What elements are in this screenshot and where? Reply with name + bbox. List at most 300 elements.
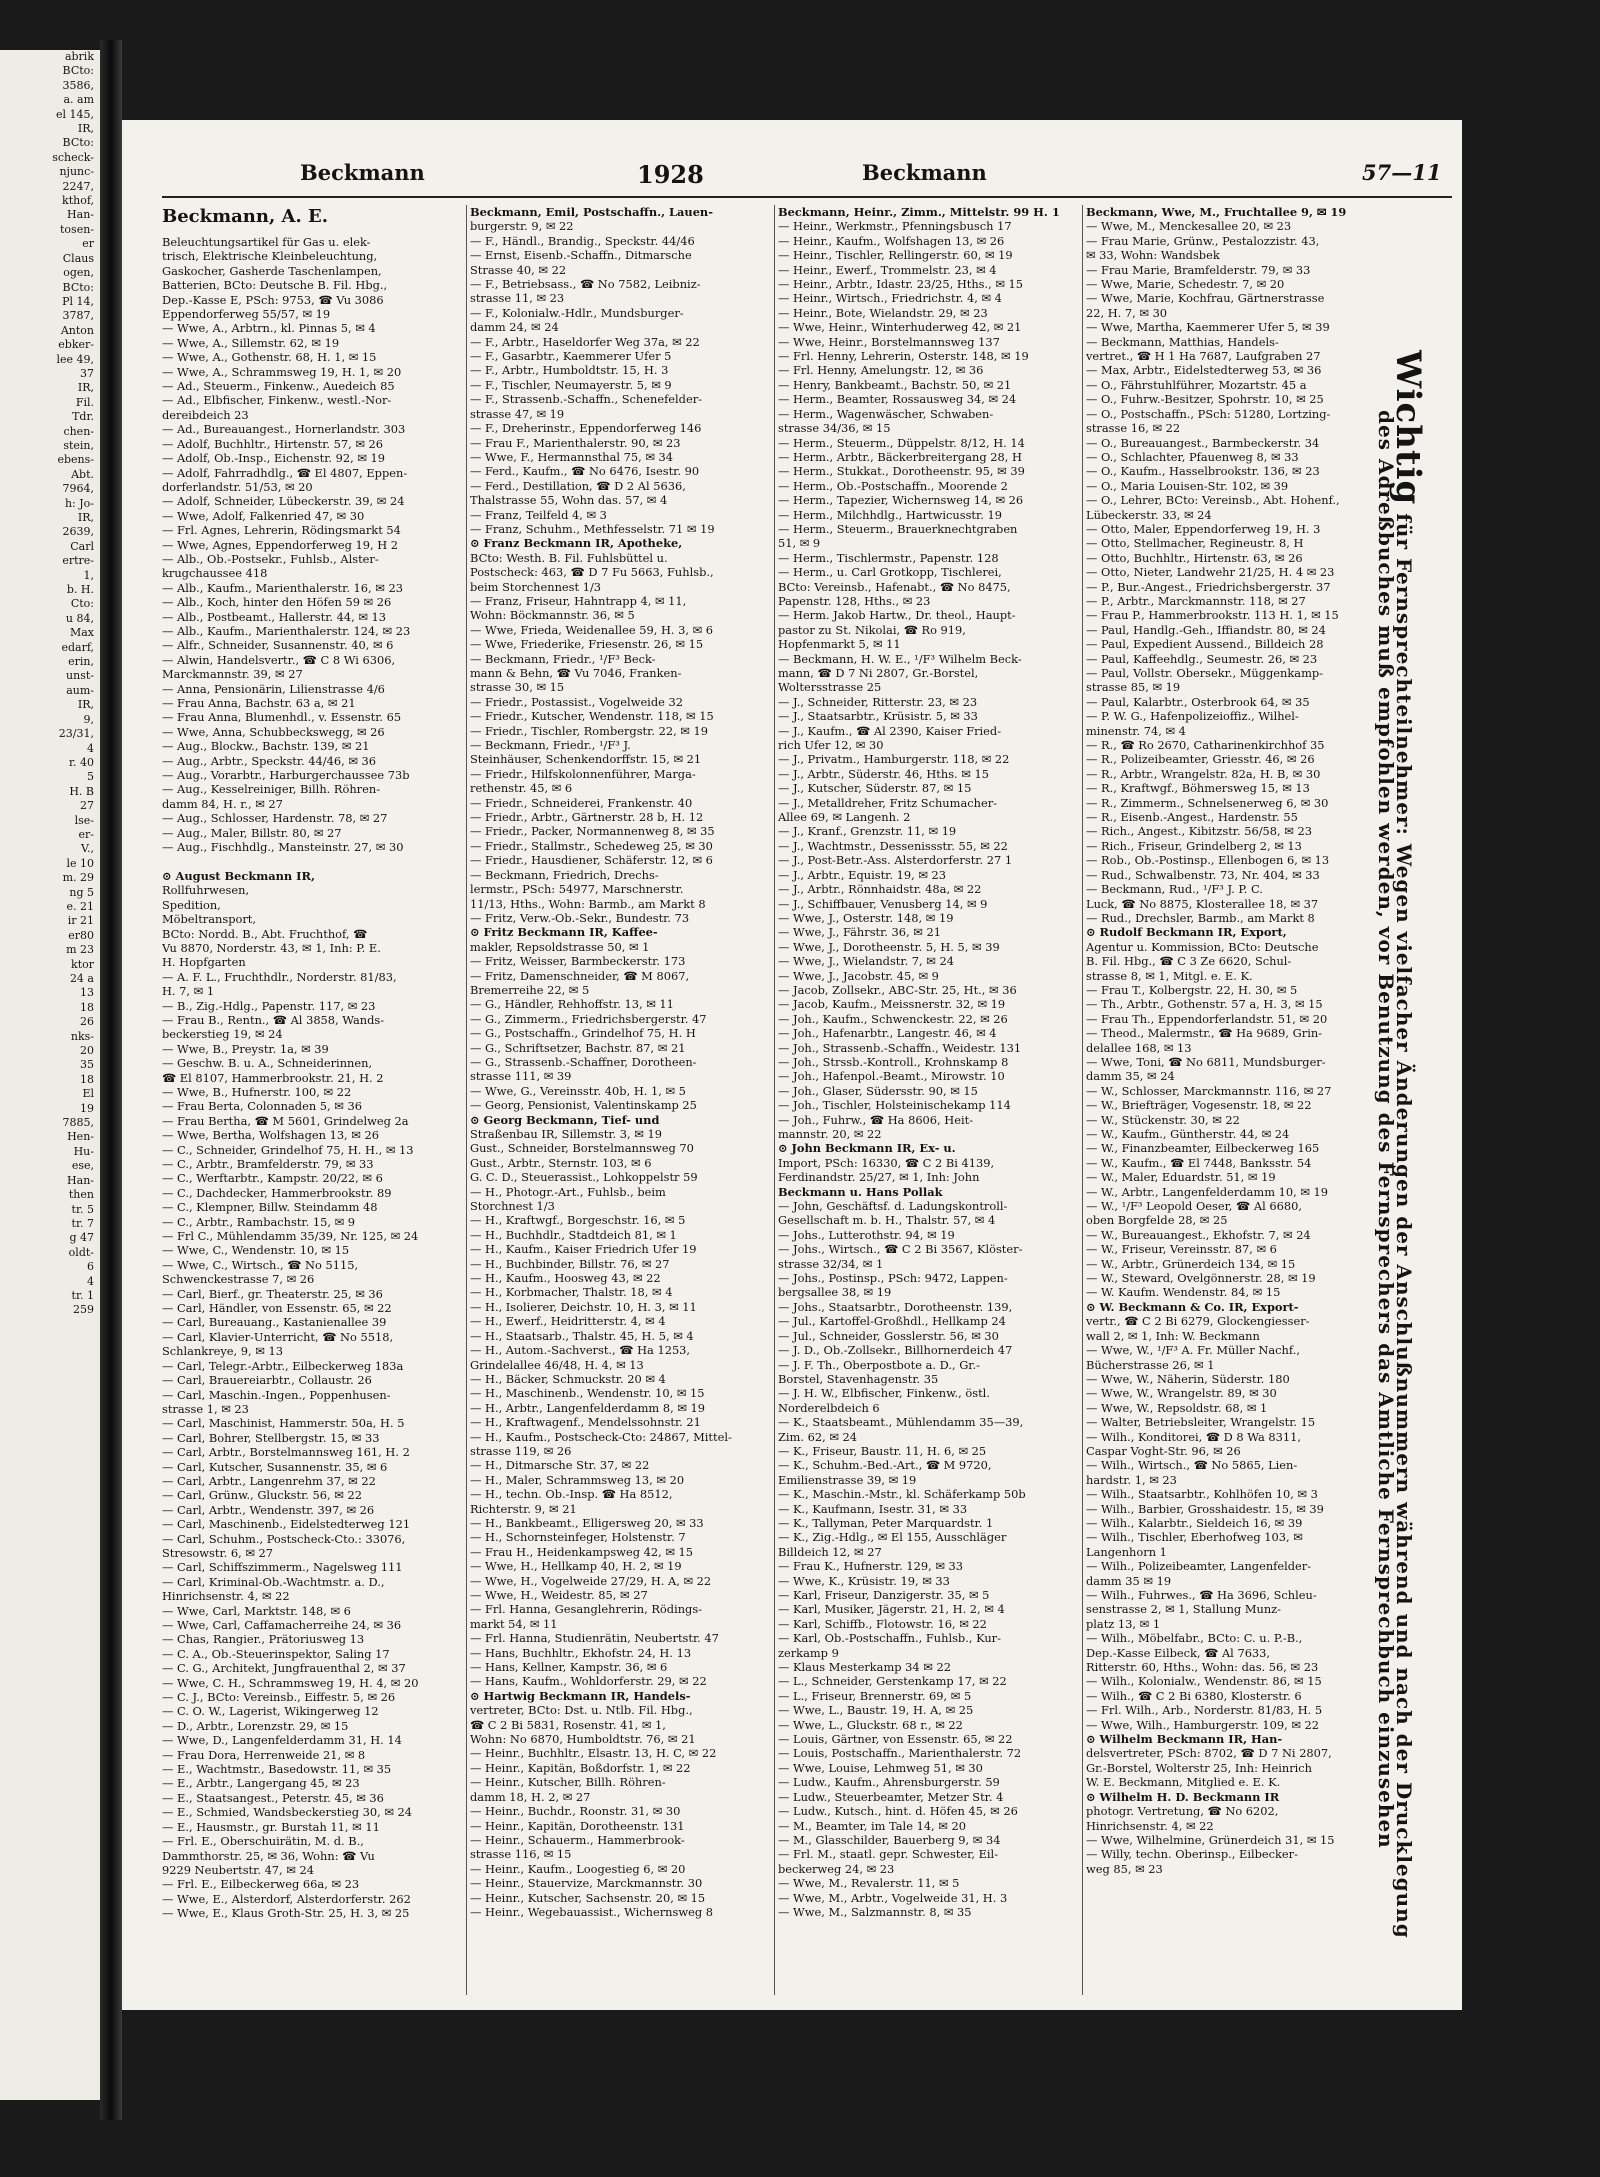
directory-entry: — J., Staatsarbtr., Krüsistr. 5, ✉ 33 bbox=[778, 709, 978, 724]
directory-entry: — J. F. Th., Oberpostbote a. D., Gr.- bbox=[778, 1357, 980, 1372]
directory-entry: — Friedr., Schneiderei, Frankenstr. 40 bbox=[470, 795, 693, 810]
directory-entry: — H., Isolierer, Deichstr. 10, H. 3, ✉ 11 bbox=[470, 1299, 697, 1314]
directory-entry: — Aug., Vorarbtr., Harburgerchaussee 73b bbox=[162, 768, 410, 783]
directory-entry: — Carl, Telegr.-Arbtr., Eilbeckerweg 183a bbox=[162, 1358, 404, 1373]
directory-entry: — F., Arbtr., Haseldorfer Weg 37a, ✉ 22 bbox=[470, 334, 700, 349]
directory-entry: — Rich., Friseur, Grindelberg 2, ✉ 13 bbox=[1086, 838, 1302, 853]
directory-entry: ✉ 33, Wohn: Wandsbek bbox=[1086, 248, 1220, 263]
directory-entry: — Herm. Jakob Hartw., Dr. theol., Haupt- bbox=[778, 608, 1016, 623]
directory-entry: — H., Autom.-Sachverst., ☎ Ha 1253, bbox=[470, 1343, 691, 1358]
directory-entry: — O., Fährstuhlführer, Mozartstr. 45 a bbox=[1086, 377, 1307, 392]
directory-entry: — Wwe, W., ¹/F³ A. Fr. Müller Nachf., bbox=[1086, 1343, 1300, 1358]
directory-entry: — Carl, Klavier-Unterricht, ☎ No 5518, bbox=[162, 1329, 394, 1344]
directory-entry: — F., Händl., Brandig., Speckstr. 44/46 bbox=[470, 233, 695, 248]
directory-entry: ⊙ Wilhelm H. D. Beckmann IR bbox=[1086, 1789, 1280, 1804]
directory-entry: — W., Arbtr., Langenfelderdamm 10, ✉ 19 bbox=[1086, 1184, 1329, 1199]
directory-entry: — Wilh., Kalarbtr., Sieldeich 16, ✉ 39 bbox=[1086, 1515, 1303, 1530]
left-page-line: erin, bbox=[68, 655, 94, 669]
directory-entry: — M., Beamter, im Tale 14, ✉ 20 bbox=[778, 1818, 966, 1833]
directory-entry: — Wwe, Heinr., Winterhuderweg 42, ✉ 21 bbox=[778, 320, 1022, 335]
header-rule bbox=[162, 196, 1452, 198]
directory-entry: — K., Friseur, Baustr. 11, H. 6, ✉ 25 bbox=[778, 1443, 987, 1458]
directory-entry: — C., Arbtr., Bramfelderstr. 79, ✉ 33 bbox=[162, 1157, 374, 1171]
directory-entry: — Heinr., Arbtr., Idastr. 23/25, Hths., ✉ 15 bbox=[778, 277, 1024, 292]
directory-entry: G. C. D., Steuerassist., Lohkoppelstr 59 bbox=[470, 1170, 698, 1185]
left-page-fragment bbox=[0, 50, 100, 2100]
directory-entry: — Herm., Steuerm., Düppelstr. 8/12, H. 14 bbox=[778, 435, 1025, 450]
directory-entry: Strasse 40, ✉ 22 bbox=[470, 262, 567, 277]
directory-entry: Storchnest 1/3 bbox=[470, 1199, 555, 1214]
directory-entry: BCto: Vereinsb., Hafenabt., ☎ No 8475, bbox=[778, 579, 1011, 594]
directory-entry: — E., Schmied, Wandsbeckerstieg 30, ✉ 24 bbox=[162, 1805, 413, 1820]
directory-entry: — Wwe, Toni, ☎ No 6811, Mundsburger- bbox=[1086, 1054, 1326, 1069]
directory-entry: — Herm., Wagenwäscher, Schwaben- bbox=[778, 406, 994, 421]
directory-entry: — Jul., Kartoffel-Großhdl., Hellkamp 24 bbox=[778, 1314, 1006, 1329]
left-page-line: 259 bbox=[73, 1303, 94, 1317]
directory-entry: — Jacob, Kaufm., Meissnerstr. 32, ✉ 19 bbox=[778, 997, 1006, 1012]
directory-entry: — G., Zimmerm., Friedrichsbergerstr. 47 bbox=[470, 1011, 707, 1026]
directory-entry: — H., Kaufm., Hoosweg 43, ✉ 22 bbox=[470, 1271, 661, 1286]
directory-entry: — Carl, Kriminal-Ob.-Wachtmstr. a. D., bbox=[162, 1574, 385, 1589]
directory-entry: 22, H. 7, ✉ 30 bbox=[1086, 305, 1168, 320]
directory-entry: — Max, Arbtr., Eidelstedterweg 53, ✉ 36 bbox=[1086, 363, 1322, 378]
directory-entry: — Friedr., Kutscher, Wendenstr. 118, ✉ 15 bbox=[470, 709, 714, 724]
directory-entry: — W., Steward, Ovelgönnerstr. 28, ✉ 19 bbox=[1086, 1271, 1316, 1286]
directory-entry: — Frl. Agnes, Lehrerin, Rödingsmarkt 54 bbox=[162, 523, 401, 538]
directory-entry: Woltersstrasse 25 bbox=[778, 680, 882, 695]
left-page-line: Fil. bbox=[75, 395, 94, 409]
directory-entry: — Carl, Grünw., Gluckstr. 56, ✉ 22 bbox=[162, 1488, 362, 1503]
directory-entry: Grindelallee 46/48, H. 4, ✉ 13 bbox=[470, 1357, 644, 1372]
directory-entry: — H., Ditmarsche Str. 37, ✉ 22 bbox=[470, 1458, 650, 1473]
directory-entry: — Joh., Kaufm., Schwenckestr. 22, ✉ 26 bbox=[778, 1011, 1008, 1026]
directory-entry: bergsallee 38, ✉ 19 bbox=[778, 1285, 892, 1300]
directory-entry: — Th., Arbtr., Gothenstr. 57 a, H. 3, ✉ 15 bbox=[1086, 997, 1323, 1012]
directory-entry: — Johs., Postinsp., PSch: 9472, Lappen- bbox=[778, 1271, 1008, 1286]
directory-entry: — Carl, Arbtr., Wendenstr. 397, ✉ 26 bbox=[162, 1502, 375, 1517]
directory-entry: strasse 34/36, ✉ 15 bbox=[778, 421, 891, 436]
directory-entry: — A. F. L., Fruchthdlr., Norderstr. 81/83, bbox=[162, 969, 397, 984]
directory-entry: — H., Staatsarb., Thalstr. 45, H. 5, ✉ 4 bbox=[470, 1328, 694, 1343]
directory-entry: — R., Zimmerm., Schnelsenerweg 6, ✉ 30 bbox=[1086, 795, 1329, 810]
directory-entry: strasse 47, ✉ 19 bbox=[470, 406, 565, 421]
left-page-line: 26 bbox=[80, 1015, 94, 1029]
directory-entry: — D., Arbtr., Lorenzstr. 29, ✉ 15 bbox=[162, 1718, 349, 1733]
directory-entry: — Carl, Arbtr., Borstelmannsweg 161, H. 2 bbox=[162, 1445, 410, 1460]
directory-entry: — Wilh., Möbelfabr., BCto: C. u. P.-B., bbox=[1086, 1631, 1303, 1646]
directory-entry: — Beckmann, Friedrich, Drechs- bbox=[470, 867, 659, 882]
directory-entry: — W., Kaufm., ☎ El 7448, Banksstr. 54 bbox=[1086, 1155, 1312, 1170]
left-page-line: stein, bbox=[63, 438, 94, 452]
directory-entry: vertret., ☎ H 1 Ha 7687, Laufgraben 27 bbox=[1086, 349, 1321, 364]
directory-entry: Spedition, bbox=[162, 897, 221, 912]
directory-entry: — Wwe, H., Hellkamp 40, H. 2, ✉ 19 bbox=[470, 1559, 682, 1574]
directory-entry: ☎ El 8107, Hammerbrookstr. 21, H. 2 bbox=[162, 1070, 384, 1085]
directory-entry: — J., Schneider, Ritterstr. 23, ✉ 23 bbox=[778, 694, 978, 709]
directory-entry: — R., Polizeibeamter, Griesstr. 46, ✉ 26 bbox=[1086, 752, 1315, 767]
directory-entry: — Beckmann, Friedr., ¹/F³ J. bbox=[470, 738, 631, 753]
directory-entry: photogr. Vertretung, ☎ No 6202, bbox=[1086, 1804, 1279, 1819]
directory-entry: — O., Schlachter, Pfauenweg 8, ✉ 33 bbox=[1086, 449, 1299, 464]
directory-entry: — Frau Anna, Bachstr. 63 a, ✉ 21 bbox=[162, 696, 356, 710]
directory-entry: — Beckmann, Friedr., ¹/F³ Beck- bbox=[470, 651, 656, 666]
directory-entry: — Herm., Tapezier, Wichernsweg 14, ✉ 26 bbox=[778, 493, 1024, 508]
directory-entry: — Beckmann, Rud., ¹/F³ J. P. C. bbox=[1086, 882, 1263, 897]
directory-entry: strasse 119, ✉ 26 bbox=[470, 1443, 572, 1458]
directory-entry: — Wwe, E., Alsterdorf, Alsterdorferstr. 262 bbox=[162, 1891, 411, 1906]
directory-entry: — E., Staatsangest., Peterstr. 45, ✉ 36 bbox=[162, 1790, 384, 1805]
directory-entry: Postscheck: 463, ☎ D 7 Fu 5663, Fuhlsb., bbox=[470, 565, 714, 580]
directory-entry: ⊙ W. Beckmann & Co. IR, Export- bbox=[1086, 1299, 1299, 1314]
directory-entry: — Joh., Hafenpol.-Beamt., Mirowstr. 10 bbox=[778, 1069, 1005, 1084]
left-page-line: Abt. bbox=[71, 467, 94, 481]
directory-entry: W. E. Beckmann, Mitglied e. E. K. bbox=[1086, 1775, 1281, 1790]
directory-entry: makler, Repsoldstrasse 50, ✉ 1 bbox=[470, 939, 650, 954]
directory-entry: — C., Dachdecker, Hammerbrookstr. 89 bbox=[162, 1185, 392, 1200]
directory-entry: — H., Buchbinder, Billstr. 76, ✉ 27 bbox=[470, 1256, 670, 1271]
directory-entry: delsvertreter, PSch: 8702, ☎ D 7 Ni 2807, bbox=[1086, 1746, 1332, 1761]
directory-entry: — Wwe, Friederike, Friesenstr. 26, ✉ 15 bbox=[470, 637, 704, 652]
directory-entry: strasse 16, ✉ 22 bbox=[1086, 421, 1181, 436]
directory-entry: — J., Metalldreher, Fritz Schumacher- bbox=[778, 795, 997, 810]
directory-entry: Beleuchtungsartikel für Gas u. elek- bbox=[162, 235, 371, 249]
directory-entry: — Wilh., Polizeibeamter, Langenfelder- bbox=[1086, 1559, 1312, 1574]
directory-entry: — Wilh., Konditorei, ☎ D 8 Wa 8311, bbox=[1086, 1429, 1302, 1444]
directory-entry: — K., Zig.-Hdlg., ✉ El 155, Ausschläger bbox=[778, 1530, 1007, 1545]
directory-entry: — B., Zig.-Hdlg., Papenstr. 117, ✉ 23 bbox=[162, 998, 376, 1013]
directory-entry: — F., Arbtr., Humboldtstr. 15, H. 3 bbox=[470, 363, 669, 378]
directory-entry: Gr.-Borstel, Wolterstr 25, Inh: Heinrich bbox=[1086, 1760, 1312, 1775]
directory-entry: — Adolf, Fahrradhdlg., ☎ El 4807, Eppen- bbox=[162, 465, 408, 480]
directory-entry: — O., Kaufm., Hasselbrookstr. 136, ✉ 23 bbox=[1086, 464, 1320, 479]
directory-entry: — Carl, Maschinist, Hammerstr. 50a, H. 5 bbox=[162, 1416, 405, 1431]
directory-entry: — Wwe, A., Gothenstr. 68, H. 1, ✉ 15 bbox=[162, 350, 377, 365]
directory-entry: strasse 116, ✉ 15 bbox=[470, 1847, 572, 1862]
directory-entry: — Paul, Kalarbtr., Osterbrook 64, ✉ 35 bbox=[1086, 694, 1310, 709]
directory-entry: Beckmann, Heinr., Zimm., Mittelstr. 99 H. 1 bbox=[778, 205, 1060, 219]
directory-entry: — Willy, techn. Oberinsp., Eilbecker- bbox=[1086, 1847, 1298, 1862]
left-page-line: Claus bbox=[62, 251, 94, 265]
directory-entry: — O., Lehrer, BCto: Vereinsb., Abt. Hohenf., bbox=[1086, 493, 1340, 508]
left-page-line: er80 bbox=[68, 928, 94, 942]
directory-entry: Agentur u. Kommission, BCto: Deutsche bbox=[1086, 939, 1319, 954]
directory-entry: — Wwe, Martha, Kaemmerer Ufer 5, ✉ 39 bbox=[1086, 320, 1330, 335]
left-page-line: njunc- bbox=[59, 165, 94, 179]
directory-entry: Steinhäuser, Schenkendorffstr. 15, ✉ 21 bbox=[470, 752, 702, 767]
directory-entry: — H., techn. Ob.-Insp. ☎ Ha 8512, bbox=[470, 1487, 673, 1502]
directory-entry: — Wwe, Adolf, Falkenried 47, ✉ 30 bbox=[162, 508, 365, 523]
directory-entry: Batterien, BCto: Deutsche B. Fil. Hbg., bbox=[162, 278, 388, 293]
left-page-line: kthof, bbox=[62, 194, 94, 208]
directory-entry: — Hans, Kellner, Kampstr. 36, ✉ 6 bbox=[470, 1660, 668, 1675]
left-page-line: Tdr. bbox=[72, 410, 94, 424]
directory-entry: — Frau P., Hammerbrookstr. 113 H. 1, ✉ 15 bbox=[1086, 608, 1339, 623]
directory-entry: — Wwe, J., Wielandstr. 7, ✉ 24 bbox=[778, 954, 954, 969]
left-page-line: chen- bbox=[63, 424, 94, 438]
directory-entry: — Heinr., Kutscher, Sachsenstr. 20, ✉ 15 bbox=[470, 1890, 706, 1905]
left-page-line: aum- bbox=[66, 683, 94, 697]
directory-entry: — Ferd., Kaufm., ☎ No 6476, Isestr. 90 bbox=[470, 464, 700, 479]
directory-entry: — W., Kaufm., Güntherstr. 44, ✉ 24 bbox=[1086, 1127, 1290, 1141]
directory-entry: — Rud., Schwalbenstr. 73, Nr. 404, ✉ 33 bbox=[1086, 867, 1320, 882]
directory-entry: Schwenckestrasse 7, ✉ 26 bbox=[162, 1272, 315, 1287]
directory-entry: H. Hopfgarten bbox=[162, 955, 246, 970]
directory-entry: BCto: Westh. B. Fil. Fuhlsbüttel u. bbox=[470, 550, 668, 565]
directory-entry: — Frl. E., Oberschuirätin, M. d. B., bbox=[162, 1834, 364, 1849]
directory-entry: — Frl. M., staatl. gepr. Schwester, Eil- bbox=[778, 1847, 999, 1862]
directory-entry: — Wwe, J., Fährstr. 36, ✉ 21 bbox=[778, 925, 941, 940]
directory-entry: — C. A., Ob.-Steuerinspektor, Saling 17 bbox=[162, 1646, 390, 1661]
left-page-line: lee 49, bbox=[56, 352, 94, 366]
directory-entry: — Heinr., Kaufm., Wolfshagen 13, ✉ 26 bbox=[778, 233, 1005, 248]
directory-entry: — Jacob, Zollsekr., ABC-Str. 25, Ht., ✉ 36 bbox=[778, 982, 1017, 997]
directory-entry: — G., Schriftsetzer, Bachstr. 87, ✉ 21 bbox=[470, 1040, 686, 1055]
directory-entry: beim Storchennest 1/3 bbox=[470, 579, 602, 594]
directory-entry: wall 2, ✉ 1, Inh: W. Beckmann bbox=[1086, 1328, 1260, 1343]
directory-entry: Bücherstrasse 26, ✉ 1 bbox=[1086, 1357, 1215, 1372]
directory-entry: dereibdeich 23 bbox=[162, 407, 249, 422]
directory-entry: — C., Werftarbtr., Kampstr. 20/22, ✉ 6 bbox=[162, 1171, 383, 1186]
directory-entry: — G., Postschaffn., Grindelhof 75, H. H bbox=[470, 1026, 696, 1041]
directory-entry: Gust., Schneider, Borstelmannsweg 70 bbox=[470, 1141, 694, 1156]
directory-entry: krugchaussee 418 bbox=[162, 566, 268, 581]
left-page-line: m. 29 bbox=[62, 871, 94, 885]
directory-entry: — Frl. Wilh., Arb., Norderstr. 81/83, H. 5 bbox=[1086, 1703, 1323, 1718]
directory-entry: — Johs., Lutterothstr. 94, ✉ 19 bbox=[778, 1227, 955, 1242]
left-page-line: 6 bbox=[87, 1260, 94, 1274]
directory-entry: — Fritz, Damenschneider, ☎ M 8067, bbox=[470, 968, 690, 983]
left-page-line: le 10 bbox=[66, 856, 94, 870]
directory-entry: — J., Arbtr., Rönnhaidstr. 48a, ✉ 22 bbox=[778, 882, 982, 897]
directory-entry: — Ad., Elbfischer, Finkenw., westl.-Nor- bbox=[162, 393, 392, 408]
directory-entry: — J., Arbtr., Süderstr. 46, Hths. ✉ 15 bbox=[778, 766, 989, 781]
directory-entry: — Alb., Ob.-Postsekr., Fuhlsb., Alster- bbox=[162, 551, 379, 566]
directory-entry: — Otto, Maler, Eppendorferweg 19, H. 3 bbox=[1086, 521, 1321, 536]
directory-entry: — Heinr., Werkmstr., Pfenningsbusch 17 bbox=[778, 219, 1012, 234]
left-page-line: ebens- bbox=[57, 453, 94, 467]
entry-heading: Beckmann, A. E. bbox=[162, 206, 328, 227]
directory-entry: — Wwe, W., Wrangelstr. 89, ✉ 30 bbox=[1086, 1386, 1277, 1401]
directory-entry: Stresowstr. 6, ✉ 27 bbox=[162, 1545, 274, 1560]
directory-entry: — Georg, Pensionist, Valentinskamp 25 bbox=[470, 1098, 697, 1113]
directory-entry: — F., Tischler, Neumayerstr. 5, ✉ 9 bbox=[470, 377, 672, 392]
left-page-line: tr. 7 bbox=[71, 1216, 94, 1230]
directory-entry: — Joh., Strassenb.-Schaffn., Weidestr. 131 bbox=[778, 1040, 1022, 1055]
directory-entry: ☎ C 2 Bi 5831, Rosenstr. 41, ✉ 1, bbox=[470, 1717, 666, 1732]
directory-entry: — Alwin, Handelsvertr., ☎ C 8 Wi 6306, bbox=[162, 652, 396, 667]
left-page-line: 35 bbox=[80, 1058, 94, 1072]
directory-entry: pastor zu St. Nikolai, ☎ Ro 919, bbox=[778, 622, 966, 637]
directory-entry: — Carl, Brauereiarbtr., Collaustr. 26 bbox=[162, 1373, 372, 1388]
directory-entry: — Wwe, Wilh., Hamburgerstr. 109, ✉ 22 bbox=[1086, 1717, 1320, 1732]
directory-entry: strasse 85, ✉ 19 bbox=[1086, 680, 1181, 695]
directory-entry: — F., Strassenb.-Schaffn., Schenefelder- bbox=[470, 392, 703, 407]
directory-entry: Billdeich 12, ✉ 27 bbox=[778, 1544, 882, 1559]
directory-entry: — O., Bureauangest., Barmbeckerstr. 34 bbox=[1086, 435, 1320, 450]
directory-entry: burgerstr. 9, ✉ 22 bbox=[470, 219, 574, 234]
directory-entry: — K., Tallyman, Peter Marquardstr. 1 bbox=[778, 1515, 994, 1530]
left-page-line: IR, bbox=[77, 381, 94, 395]
directory-entry: Hinrichsenstr. 4, ✉ 22 bbox=[1086, 1818, 1214, 1833]
directory-entry: — Ad., Bureauangest., Hornerlandstr. 303 bbox=[162, 422, 406, 437]
directory-entry: — Wwe, C. H., Schrammsweg 19, H. 4, ✉ 20 bbox=[162, 1675, 419, 1690]
left-page-line: r. 40 bbox=[68, 755, 94, 769]
directory-entry: Dep.-Kasse Eilbeck, ☎ Al 7633, bbox=[1086, 1645, 1271, 1660]
directory-entry: ⊙ August Beckmann IR, bbox=[162, 868, 315, 883]
directory-entry: — Louis, Postschaffn., Marienthalerstr. 72 bbox=[778, 1746, 1022, 1761]
directory-entry: Bremerreihe 22, ✉ 5 bbox=[470, 982, 590, 997]
left-page-line: V., bbox=[80, 842, 94, 856]
left-page-line: tr. 5 bbox=[71, 1202, 94, 1216]
directory-entry: Import, PSch: 16330, ☎ C 2 Bi 4139, bbox=[778, 1155, 995, 1170]
directory-entry: — K., Schuhm.-Bed.-Art., ☎ M 9720, bbox=[778, 1458, 992, 1473]
left-page-line: er- bbox=[78, 827, 94, 841]
directory-entry: — W., Finanzbeamter, Eilbeckerweg 165 bbox=[1086, 1141, 1320, 1156]
directory-entry: — Wwe, F., Hermannsthal 75, ✉ 34 bbox=[470, 449, 674, 464]
directory-entry: — Beckmann, H. W. E., ¹/F³ Wilhelm Beck- bbox=[778, 651, 1022, 666]
left-page-line: 5 bbox=[87, 770, 94, 784]
left-page-line: Han- bbox=[67, 1173, 94, 1187]
directory-entry: — Heinr., Tischler, Rellingerstr. 60, ✉ 19 bbox=[778, 248, 1013, 263]
directory-entry: — J., Kranf., Grenzstr. 11, ✉ 19 bbox=[778, 824, 957, 839]
left-page-line: 7964, bbox=[62, 482, 94, 496]
directory-entry: — Frau H., Heidenkampsweg 42, ✉ 15 bbox=[470, 1544, 694, 1559]
directory-entry: — Anna, Pensionärin, Lilienstrasse 4/6 bbox=[162, 681, 385, 696]
directory-entry: beckerweg 24, ✉ 23 bbox=[778, 1861, 895, 1876]
directory-entry: — Chas, Rangier., Prätoriusweg 13 bbox=[162, 1632, 365, 1647]
directory-entry: — Carl, Maschin.-Ingen., Poppenhusen- bbox=[162, 1387, 391, 1402]
left-page-line: IR, bbox=[77, 511, 94, 524]
directory-entry: — Frau Dora, Herrenweide 21, ✉ 8 bbox=[162, 1747, 366, 1762]
directory-entry: — Wwe, Carl, Caffamacherreihe 24, ✉ 36 bbox=[162, 1618, 402, 1632]
directory-entry: — Aug., Fischhdlg., Mansteinstr. 27, ✉ 30 bbox=[162, 840, 404, 855]
directory-entry: Straßenbau IR, Sillemstr. 3, ✉ 19 bbox=[470, 1127, 662, 1141]
directory-entry: Marckmannstr. 39, ✉ 27 bbox=[162, 667, 303, 682]
directory-entry: — Rud., Drechsler, Barmb., am Markt 8 bbox=[1086, 910, 1315, 925]
directory-entry: — C., Klempner, Billw. Steindamm 48 bbox=[162, 1200, 378, 1215]
column-divider bbox=[774, 205, 775, 1995]
directory-entry: — Wwe, W., Näherin, Süderstr. 180 bbox=[1086, 1371, 1290, 1386]
directory-entry: — Joh., Tischler, Holsteinischekamp 114 bbox=[778, 1098, 1011, 1113]
directory-entry: — Karl, Friseur, Danzigerstr. 35, ✉ 5 bbox=[778, 1588, 990, 1602]
directory-entry: — Carl, Kutscher, Susannenstr. 35, ✉ 6 bbox=[162, 1459, 388, 1474]
directory-entry: — C. O. W., Lagerist, Wikingerweg 12 bbox=[162, 1704, 379, 1719]
directory-entry: — W., Bureauangest., Ekhofstr. 7, ✉ 24 bbox=[1086, 1227, 1311, 1242]
directory-entry: — J., Wachtmstr., Dessenissstr. 55, ✉ 22 bbox=[778, 838, 1008, 853]
directory-entry: — R., Kraftwgf., Böhmersweg 15, ✉ 13 bbox=[1086, 781, 1310, 796]
directory-entry: — K., Kaufmann, Isestr. 31, ✉ 33 bbox=[778, 1501, 968, 1516]
directory-entry: — J. H. W., Elbfischer, Finkenw., östl. bbox=[778, 1386, 990, 1401]
directory-entry: — Otto, Stellmacher, Regineustr. 8, H bbox=[1086, 536, 1304, 551]
directory-entry: Dammthorstr. 25, ✉ 36, Wohn: ☎ Vu bbox=[162, 1848, 375, 1863]
directory-entry: — Wilh., Staatsarbtr., Kohlhöfen 10, ✉ 3 bbox=[1086, 1487, 1318, 1502]
left-page-line: 18 bbox=[80, 1000, 94, 1014]
directory-entry: Norderelbdeich 6 bbox=[778, 1400, 880, 1415]
directory-entry: — Geschw. B. u. A., Schneiderinnen, bbox=[162, 1056, 373, 1071]
directory-entry: — Frl C., Mühlendamm 35/39, Nr. 125, ✉ 24 bbox=[162, 1229, 419, 1244]
directory-entry: Gaskocher, Gasherde Taschenlampen, bbox=[162, 263, 382, 278]
directory-entry: — L., Schneider, Gerstenkamp 17, ✉ 22 bbox=[778, 1674, 1007, 1689]
directory-entry: — M., Glasschilder, Bauerberg 9, ✉ 34 bbox=[778, 1832, 1001, 1847]
directory-entry: strasse 1, ✉ 23 bbox=[162, 1401, 249, 1416]
directory-entry: damm 35, ✉ 24 bbox=[1086, 1069, 1175, 1084]
directory-entry: — Frau Marie, Bramfelderstr. 79, ✉ 33 bbox=[1086, 262, 1311, 277]
left-page-line: ogen, bbox=[63, 266, 94, 280]
directory-entry: — Aug., Schlosser, Hardenstr. 78, ✉ 27 bbox=[162, 811, 388, 826]
directory-entry: — Herm., Beamter, Rossausweg 34, ✉ 24 bbox=[778, 392, 1017, 407]
directory-entry: — P., Bur.-Angest., Friedrichsbergerstr. 37 bbox=[1086, 579, 1331, 594]
column-4 bbox=[1086, 205, 1376, 2005]
left-page-line: BCto: bbox=[62, 136, 94, 150]
directory-entry: — Paul, Handlg.-Geh., Iffiandstr. 80, ✉ 24 bbox=[1086, 622, 1326, 637]
column-divider bbox=[466, 205, 467, 1995]
directory-entry: — Adolf, Ob.-Insp., Eichenstr. 92, ✉ 19 bbox=[162, 451, 386, 466]
directory-entry: — H., Kaufm., Kaiser Friedrich Ufer 19 bbox=[470, 1242, 697, 1257]
side-notice-text-1: für Fernsprechteilnehmer: Wegen vielfacher Änderungen der Anschlußnummern während und nach der Drucklegung bbox=[1392, 513, 1416, 1939]
directory-entry: — W., Schlosser, Marckmannstr. 116, ✉ 27 bbox=[1086, 1083, 1332, 1098]
directory-entry: — H., Kraftwgf., Borgeschstr. 16, ✉ 5 bbox=[470, 1213, 686, 1228]
directory-entry: — J., Kutscher, Süderstr. 87, ✉ 15 bbox=[778, 781, 972, 796]
directory-entry: — H., Buchhdlr., Stadtdeich 81, ✉ 1 bbox=[470, 1227, 677, 1242]
directory-entry: damm 84, H. r., ✉ 27 bbox=[162, 796, 283, 811]
directory-entry: — Aug., Maler, Billstr. 80, ✉ 27 bbox=[162, 825, 342, 840]
directory-entry: — Karl, Ob.-Postschaffn., Fuhlsb., Kur- bbox=[778, 1631, 1001, 1646]
directory-entry: Gust., Arbtr., Sternstr. 103, ✉ 6 bbox=[470, 1155, 652, 1170]
left-page-line: 7885, bbox=[62, 1116, 94, 1130]
left-page-line: H. B bbox=[69, 784, 94, 798]
directory-entry: ⊙ Wilhelm Beckmann IR, Han- bbox=[1086, 1732, 1283, 1747]
left-page-line: b. H. bbox=[66, 583, 94, 597]
directory-entry: — O., Postschaffn., PSch: 51280, Lortzing- bbox=[1086, 406, 1331, 421]
directory-entry: — Wwe, M., Arbtr., Vogelweide 31, H. 3 bbox=[778, 1890, 1008, 1905]
directory-entry: — Frau Berta, Colonnaden 5, ✉ 36 bbox=[162, 1099, 362, 1114]
left-page-line: abrik bbox=[64, 50, 94, 63]
side-notice-text-2: des Adreßbuches muß empfohlen werden, vor Benutzung des Fernsprechers das Amtliche Fernsprechbuch einzusehen bbox=[1374, 410, 1398, 1849]
directory-entry: — Wwe, K., Krüsistr. 19, ✉ 33 bbox=[778, 1573, 950, 1588]
directory-entry: Eppendorferweg 55/57, ✉ 19 bbox=[162, 307, 331, 322]
left-page-line: oldt- bbox=[68, 1245, 94, 1259]
directory-entry: — Herm., u. Carl Grotkopp, Tischlerei, bbox=[778, 565, 1002, 580]
directory-entry: 51, ✉ 9 bbox=[778, 536, 821, 551]
directory-entry: — Carl, Schuhm., Postscheck-Cto.: 33076, bbox=[162, 1531, 406, 1546]
directory-entry: — Friedr., Tischler, Rombergstr. 22, ✉ 19 bbox=[470, 723, 708, 738]
directory-entry: — Franz, Friseur, Hahntrapp 4, ✉ 11, bbox=[470, 593, 687, 608]
directory-entry: beckerstieg 19, ✉ 24 bbox=[162, 1027, 283, 1042]
left-page-line: Max bbox=[69, 626, 94, 640]
directory-entry: — G., Strassenb.-Schaffner, Dorotheen- bbox=[470, 1054, 697, 1069]
directory-entry: — Otto, Nieter, Landwehr 21/25, H. 4 ✉ 23 bbox=[1086, 565, 1335, 580]
directory-entry: — Adolf, Buchhltr., Hirtenstr. 57, ✉ 26 bbox=[162, 436, 384, 451]
directory-entry: — Heinr., Wirtsch., Friedrichstr. 4, ✉ 4 bbox=[778, 291, 1002, 306]
directory-entry: Richterstr. 9, ✉ 21 bbox=[470, 1501, 577, 1516]
column-1 bbox=[162, 205, 462, 2005]
left-page-line: Anton bbox=[60, 323, 94, 337]
directory-entry: — H., Bankbeamt., Elligersweg 20, ✉ 33 bbox=[470, 1515, 704, 1530]
directory-entry: — Carl, Bohrer, Stellbergstr. 15, ✉ 33 bbox=[162, 1430, 380, 1445]
directory-entry: — J., Schiffbauer, Venusberg 14, ✉ 9 bbox=[778, 896, 988, 911]
left-page-line: ebker- bbox=[58, 338, 94, 352]
directory-entry: — Wilh., Barbier, Grosshaidestr. 15, ✉ 39 bbox=[1086, 1501, 1324, 1516]
header-page-number: 57—11 bbox=[1362, 160, 1442, 185]
directory-entry: — W., Arbtr., Grünerdeich 134, ✉ 15 bbox=[1086, 1256, 1296, 1271]
directory-entry: Hinrichsenstr. 4, ✉ 22 bbox=[162, 1589, 290, 1604]
directory-entry: — Wwe, E., Klaus Groth-Str. 25, H. 3, ✉ 25 bbox=[162, 1906, 410, 1921]
directory-entry: — W., Friseur, Vereinsstr. 87, ✉ 6 bbox=[1086, 1242, 1277, 1257]
directory-entry: — Frau B., Rentn., ☎ Al 3858, Wands- bbox=[162, 1012, 385, 1027]
directory-entry: — Beckmann, Matthias, Handels- bbox=[1086, 334, 1279, 349]
directory-entry: — Heinr., Ewerf., Trommelstr. 23, ✉ 4 bbox=[778, 262, 997, 277]
directory-entry: — Frl. Hanna, Gesanglehrerin, Rödings- bbox=[470, 1602, 703, 1617]
